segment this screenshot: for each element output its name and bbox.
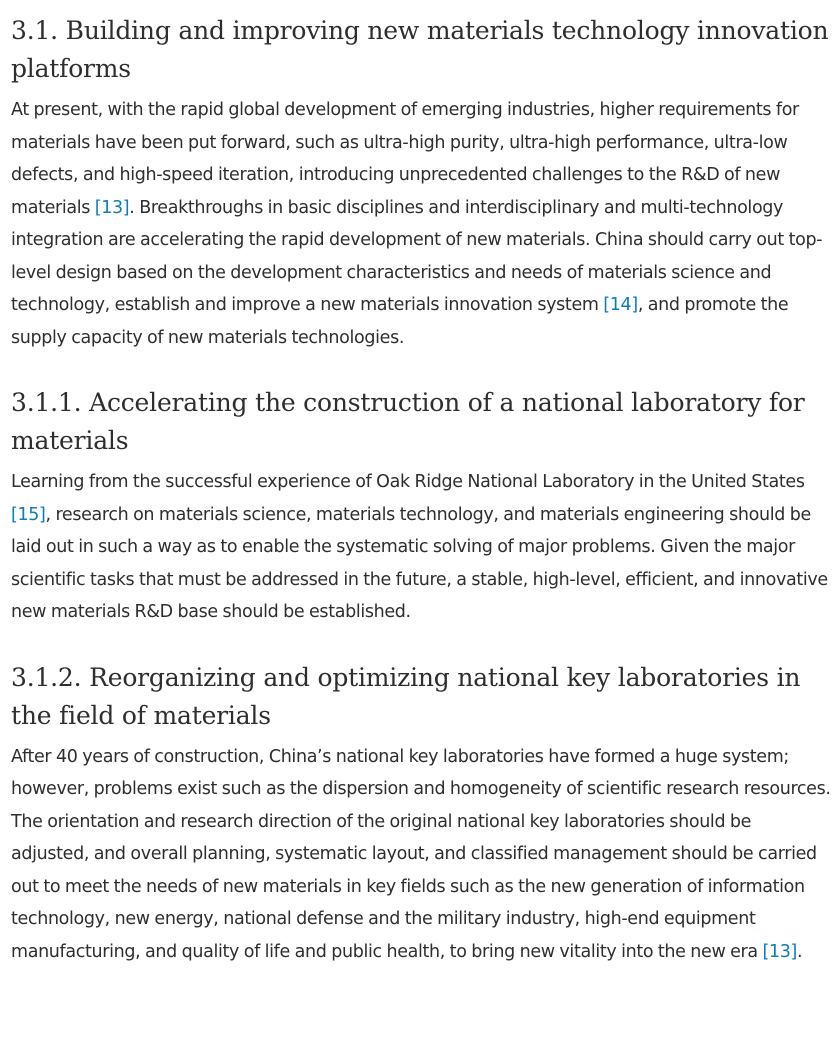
section-paragraph [11,741,831,969]
reference-link-13[interactable]: [13] [762,941,798,962]
reference-link-14[interactable]: [14] [603,295,638,315]
section-3-1-2 [11,659,831,969]
reference-link-15[interactable]: [15] [11,504,46,525]
section-3-1 [11,12,831,354]
paragraph-text: After 40 years of construction, China’s national key laboratories have formed a huge system; however, problems exist such as the dispersion and homogeneity of scientific research resources. The orientation and research direction of the original national key laboratories should be adjusted, and overall planning, systematic layout, and classified management should be carried out to meet the needs of new materials in key fields such as the new generation of information technology, new energy, national defense and the military industry, high-end equipment manufacturing, and quality of life and public health, to bring new vitality into the new era [11,746,831,962]
paragraph-text: . Breakthroughs in basic disciplines and interdisciplinary and multi-technology integration are accelerating the rapid development of new materials. China should carry out top-level design based on the development characteristics and needs of materials science and technology, establish and improve a new materials innovation system [11,197,823,315]
section-3-1-1 [11,384,831,629]
section-paragraph [11,466,831,629]
section-paragraph [11,94,831,354]
section-heading: 3.1. Building and improving new materials technology innovation platforms [11,16,829,83]
subsection-heading: 3.1.2. Reorganizing and optimizing national key laboratories in the field of materials [11,662,801,730]
reference-link-13[interactable]: [13] [94,197,130,218]
paragraph-text: Learning from the successful experience of Oak Ridge National Laboratory in the United States [11,472,805,492]
paragraph-text: , and promote the supply capacity of new materials technologies. [11,295,789,348]
paragraph-text: At present, with the rapid global development of emerging industries, higher requirements for materials have been put forward, such as ultra-high purity, ultra-high performance, ultra-low defects, and high-speed iteration, introducing unprecedented challenges to the R&D of new materials [11,100,799,218]
paragraph-text: . [797,941,803,962]
subsection-heading: 3.1.1. Accelerating the construction of a national laboratory for materials [11,388,805,455]
paragraph-text: , research on materials science, materials technology, and materials engineering should be laid out in such a way as to enable the systematic solving of major problems. Given the major scientific tasks that must be addressed in the future, a stable, high-level, efficient, and innovative new materials R&D base should be established. [11,504,828,622]
